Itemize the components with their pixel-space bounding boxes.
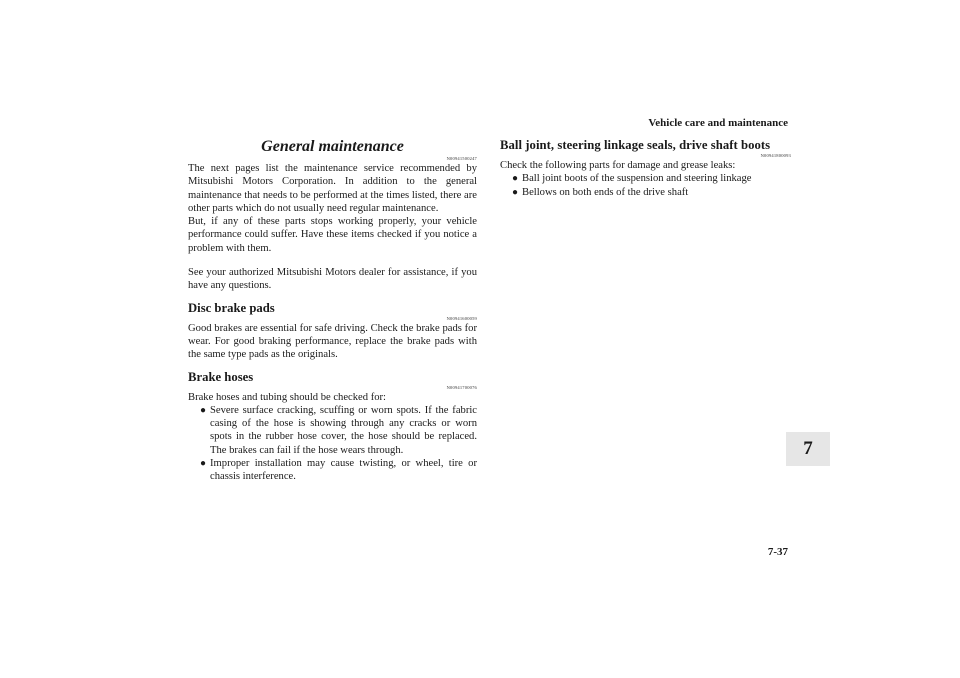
list-item — [200, 404, 477, 457]
chapter-tab: 7 — [786, 432, 830, 466]
bullet-list — [188, 404, 477, 484]
heading-disc-brake-pads: Disc brake pads — [188, 300, 275, 315]
paragraph: Brake hoses and tubing should be checked for: — [188, 391, 386, 403]
right-column — [500, 138, 791, 199]
list-item — [512, 172, 791, 185]
paragraph: The next pages list the maintenance service recommended by Mitsubishi Motors Corporation. In addition to the general maintenance that needs to be performed at the times listed, there are other parts which do not usually need regular maintenance. — [188, 163, 477, 214]
bullet-icon: ● — [512, 173, 519, 185]
list-item — [200, 457, 477, 484]
bullet-icon: ● — [200, 404, 207, 416]
heading-brake-hoses: Brake hoses — [188, 369, 254, 384]
paragraph: See your authorized Mitsubishi Motors dealer for assistance, if you have any questions. — [188, 267, 477, 292]
list-item-text: Bellows on both ends of the drive shaft — [522, 186, 689, 198]
paragraph: But, if any of these parts stops working properly, your vehicle performance could suffer. Have these items checked if you notice a problem with them. — [188, 216, 477, 254]
section-code: N00941700076 — [446, 384, 477, 390]
section-disc-brake-pads — [188, 301, 477, 362]
section-code: N00941800093 — [760, 153, 791, 158]
section-brake-hoses — [188, 370, 477, 484]
list-item-text: Severe surface cracking, scuffing or worn spots. If the fabric casing of the hose is showing through any cracks or worn spots in the rubber hose cover, the hose should be replaced. The brakes can fail if the hose wears through. — [210, 404, 477, 456]
list-item-text: Improper installation may cause twisting, or wheel, tire or chassis interference. — [210, 458, 477, 483]
list-item-text: Ball joint boots of the suspension and steering linkage — [522, 173, 752, 185]
list-item — [512, 186, 791, 199]
paragraph: Good brakes are essential for safe driving. Check the brake pads for wear. For good braking performance, replace the brake pads with the same type pads as the originals. — [188, 322, 477, 361]
bullet-list — [500, 172, 791, 199]
bullet-icon: ● — [512, 186, 519, 198]
paragraph: Check the following parts for damage and grease leaks: — [500, 160, 736, 171]
section-code: N00941600059 — [446, 315, 477, 321]
heading-ball-joint: Ball joint, steering linkage seals, drive shaft boots — [500, 138, 771, 152]
left-column — [188, 138, 477, 484]
bullet-icon: ● — [200, 458, 207, 470]
page-number: 7-37 — [767, 546, 788, 558]
section-code: N00941500247 — [446, 156, 477, 161]
section-title-general-maintenance: General maintenance — [261, 138, 404, 155]
running-header: Vehicle care and maintenance — [648, 117, 788, 129]
